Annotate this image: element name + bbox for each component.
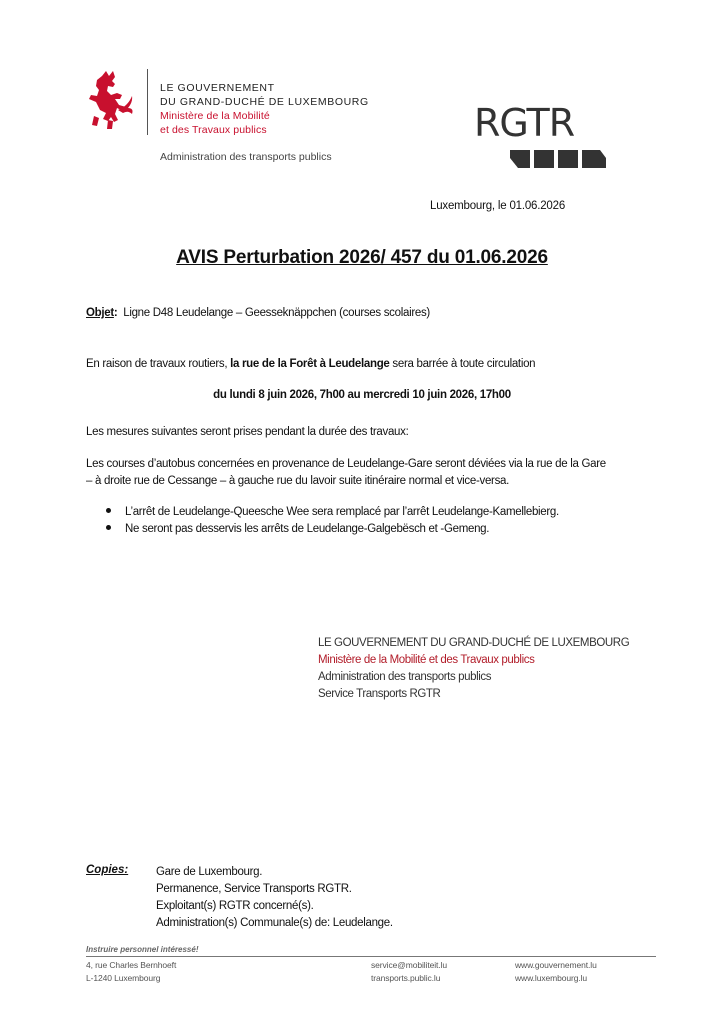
signature-line-2: Ministère de la Mobilité et des Travaux publics [318, 654, 535, 666]
signature-line-3: Administration des transports publics [318, 671, 492, 683]
intro-bold: la rue de la Forêt à Leudelange [230, 358, 390, 370]
rgtr-logo-blocks-icon [510, 150, 606, 168]
ministry-line-1: Ministère de la Mobilité [160, 110, 270, 122]
bullet-text: L’arrêt de Leudelange-Queesche Wee sera remplacé par l’arrêt Leudelange-Kamellebierg. [125, 506, 559, 518]
page-title: AVIS Perturbation 2026/ 457 du 01.06.2026 [176, 247, 548, 268]
copy-line: Permanence, Service Transports RGTR. [156, 883, 352, 895]
objet-row [86, 307, 430, 319]
footer-address-2: L-1240 Luxembourg [86, 973, 161, 983]
copy-line: Gare de Luxembourg. [156, 866, 263, 878]
footer-email-link[interactable]: service@mobiliteit.lu [371, 960, 447, 970]
footer-web-link-2[interactable]: www.luxembourg.lu [515, 973, 587, 983]
place-date: Luxembourg, le 01.06.2026 [430, 200, 566, 212]
deviation-line-2: – à droite rue de Cessange – à gauche rue du lavoir suite itinéraire normal et vice-versa. [86, 475, 510, 487]
header-divider [147, 69, 148, 135]
bullet-item [106, 523, 489, 535]
bullet-item [106, 506, 559, 518]
footer-site-link[interactable]: transports.public.lu [371, 973, 441, 983]
rgtr-logo-text: RGTR [474, 101, 575, 145]
deviation-line-1: Les courses d’autobus concernées en provenance de Leudelange-Gare seront déviées via la rue de la Gare [86, 458, 606, 470]
footer-web-link-1[interactable]: www.gouvernement.lu [515, 960, 597, 970]
signature-line-1: LE GOUVERNEMENT DU GRAND-DUCHÉ DE LUXEMBOURG [318, 637, 630, 649]
footer-address-1: 4, rue Charles Bernhoeft [86, 960, 177, 970]
bullet-text: Ne seront pas desservis les arrêts de Leudelange-Galgebësch et -Gemeng. [125, 523, 490, 535]
measures-intro: Les mesures suivantes seront prises pendant la durée des travaux: [86, 426, 409, 438]
gov-line-1: LE GOUVERNEMENT [160, 82, 275, 94]
copy-line: Exploitant(s) RGTR concerné(s). [156, 900, 314, 912]
signature-line-4: Service Transports RGTR [318, 688, 441, 700]
intro-before: En raison de travaux routiers, [86, 358, 231, 370]
bullet-dot-icon [106, 525, 111, 530]
admin-line: Administration des transports publics [160, 151, 332, 163]
copy-line: Administration(s) Communale(s) de: Leudelange. [156, 917, 393, 929]
gov-line-2: DU GRAND-DUCHÉ DE LUXEMBOURG [160, 96, 369, 108]
footer-note: Instruire personnel intéressé! [86, 945, 199, 954]
copies-label: Copies: [86, 864, 129, 876]
intro-paragraph [86, 356, 646, 373]
bullet-dot-icon [106, 508, 111, 513]
footer-divider [86, 956, 656, 957]
objet-label: Objet [86, 307, 114, 319]
period: du lundi 8 juin 2026, 7h00 au mercredi 10 juin 2026, 17h00 [213, 389, 511, 401]
objet-colon: : [113, 307, 118, 319]
ministry-line-2: et des Travaux publics [160, 124, 267, 136]
red-lion-emblem-icon [88, 70, 134, 132]
objet-text: Ligne D48 Leudelange – Geesseknäppchen (courses scolaires) [123, 307, 430, 319]
intro-after: sera barrée à toute circulation [389, 358, 536, 370]
